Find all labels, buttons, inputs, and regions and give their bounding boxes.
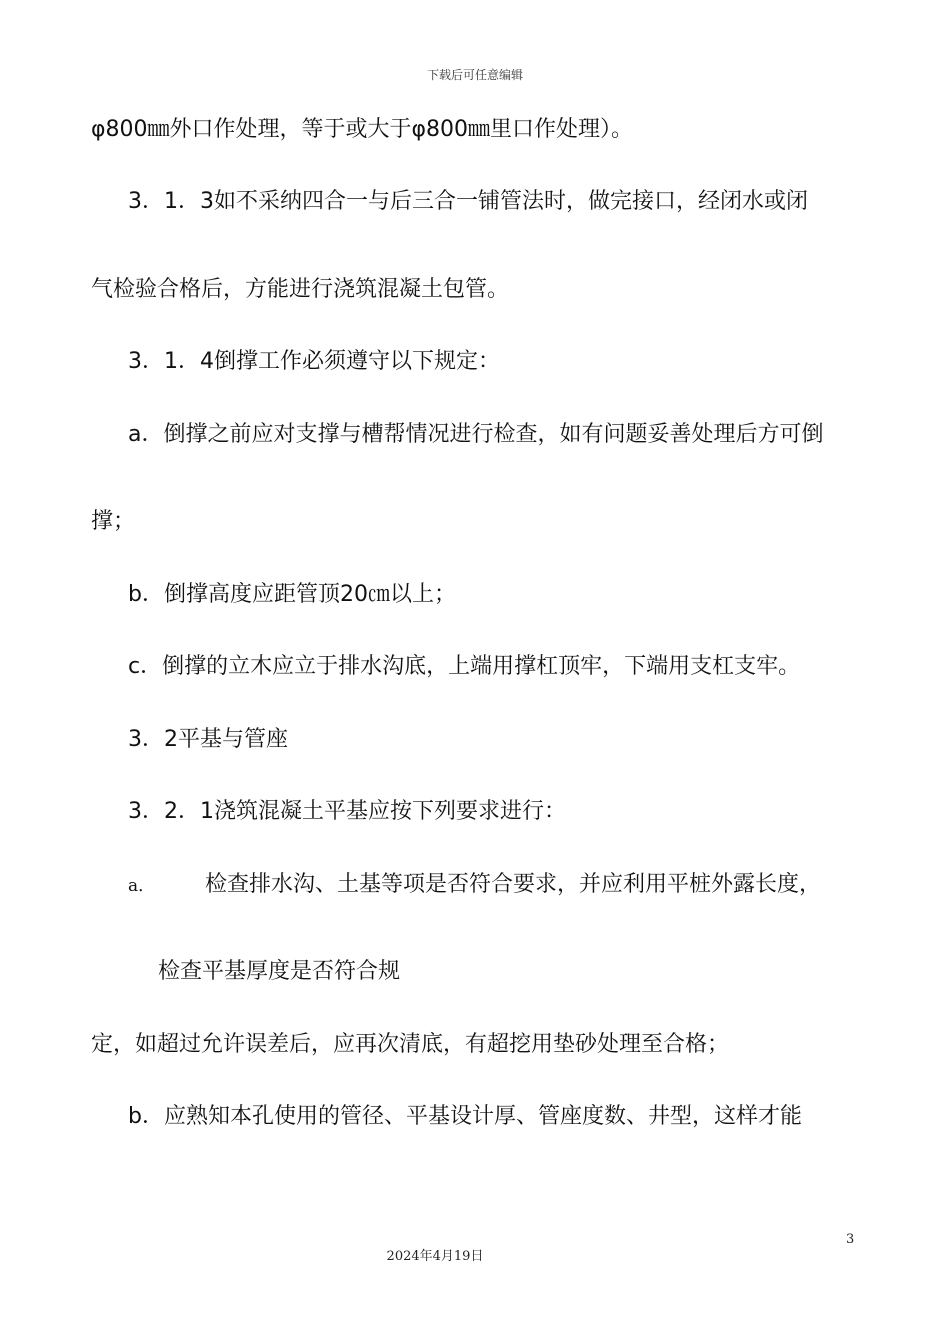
paragraph-line: b．倒撑高度应距管顶20㎝以上； — [128, 582, 456, 607]
paragraph-line: 气检验合格后，方能进行浇筑混凝土包管。 — [91, 277, 510, 302]
paragraph-line: 3．2．1浇筑混凝土平基应按下列要求进行： — [128, 799, 566, 824]
paragraph-line: b．应熟知本孔使用的管径、平基设计厚、管座度数、井型，这样才能 — [128, 1104, 802, 1129]
page-number: 3 — [846, 1232, 855, 1247]
section-heading: 3．2平基与管座 — [128, 727, 288, 752]
paragraph-line: 检查排水沟、土基等项是否符合要求，并应利用平桩外露长度， — [205, 872, 822, 897]
paragraph-line: 3．1．4倒撑工作必须遵守以下规定： — [128, 349, 500, 374]
paragraph-line: 定，如超过允许误差后，应再次清底，有超挖用垫砂处理至合格； — [91, 1032, 730, 1057]
list-item-label: a． — [128, 876, 156, 896]
footer-date: 2024年4月19日 — [386, 1249, 484, 1264]
paragraph-line: 3．1．3如不采纳四合一与后三合一铺管法时，做完接口，经闭水或闭 — [128, 189, 808, 214]
paragraph-line: c．倒撑的立木应立于排水沟底，上端用撑杠顶牢，下端用支杠支牢。 — [128, 654, 801, 679]
paragraph-line: φ800㎜外口作处理，等于或大于φ800㎜里口作处理）。 — [91, 117, 634, 142]
paragraph-line: 撑； — [91, 509, 136, 534]
paragraph-line: a．倒撑之前应对支撑与槽帮情况进行检查，如有问题妥善处理后方可倒 — [128, 422, 824, 447]
page-header: 下载后可任意编辑 — [426, 68, 523, 82]
paragraph-line: 检查平基厚度是否符合规 — [158, 959, 401, 984]
